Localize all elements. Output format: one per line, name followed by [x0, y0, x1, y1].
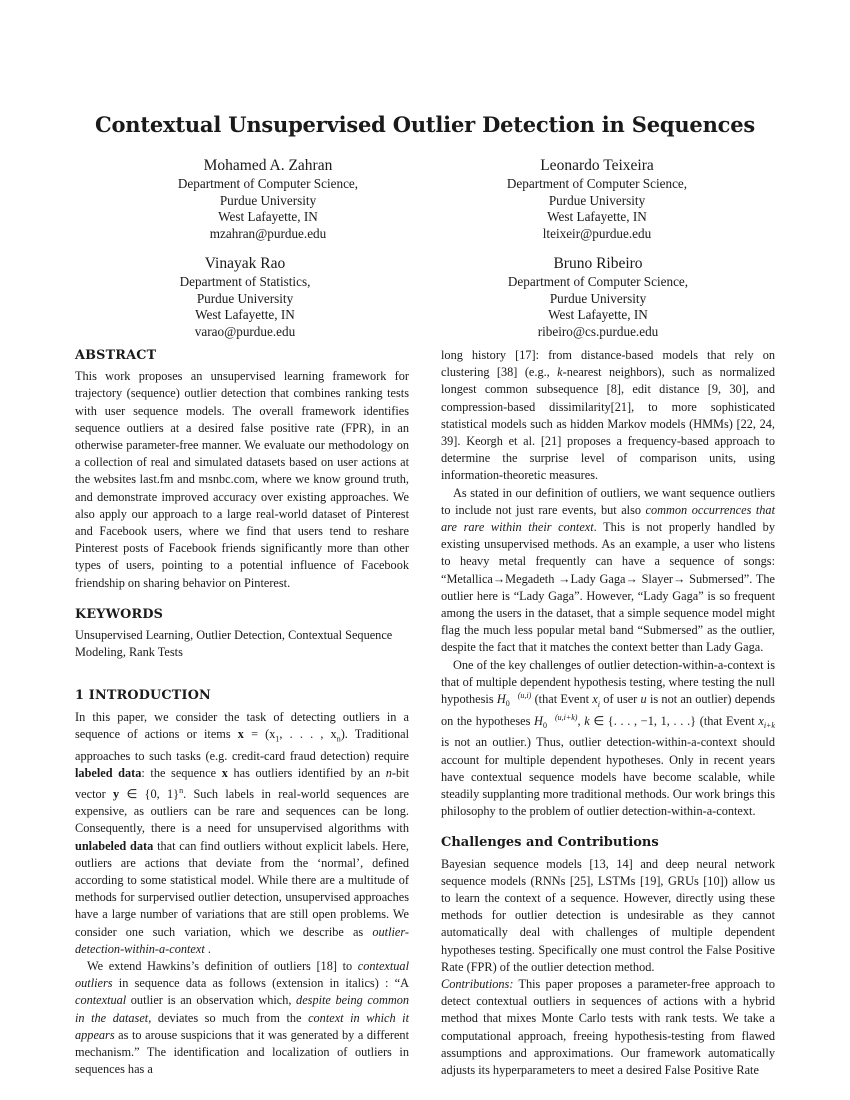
- author-dept: Department of Computer Science,: [507, 274, 689, 289]
- introduction-heading: 1 INTRODUCTION: [75, 688, 211, 704]
- author-univ: Purdue University: [196, 290, 294, 306]
- keywords-text: Unsupervised Learning, Outlier Detection, Contextual Sequence Modeling, Rank Tests: [75, 628, 393, 660]
- abstract-text: This work proposes an unsupervised learning framework for trajectory (sequence) outlier detection that combines ranking tests with user sequence models. The overall framework identifies sequence outliers at a desired false positive rate (FPR), in an otherwise parameter-free manner. We evaluate our methodology on a collection of real and simulated datasets based on user actions at the websites last.fm and msnbc.com, where we know ground truth, and demonstrate improved accuracy over existing approaches. We also apply our approach to a large real-world dataset of Pinterest and Facebook users, where we find that users tend to reshare Pinterest posts of Facebook friends significantly more than other types of users, pointing to a potential influence of Facebook friendship on sharing behavior on Pinterest.: [75, 369, 409, 590]
- right-column: [441, 347, 775, 1079]
- author-email: lteixeir@purdue.edu: [542, 225, 652, 241]
- author-city: West Lafayette, IN: [547, 209, 647, 225]
- author-univ: Purdue University: [548, 192, 646, 208]
- intro-paragraph-1: In this paper, we consider the task of detecting outliers in a sequence of actions or items $x = (x_1$, . . . , $x_n$). Traditional approaches to such tasks (e.g. credit-card fraud detection) require labeled data: the sequence x has outliers identified by an n-bit vector y ∈ {0, 1}$^n$. Such labels in real-world sequences are expensive, as outliers can be rare and sequences can be long. Consequently, there is a need for unsupervised algorithms with unlabeled data that can find outliers without explicit labels. Here, outliers are actions that deviate from the ‘normal’, defined according to some statistical model. While there are a multitude of methods for surpervised outlier detection, unsupervised approaches have a large number of variations that are still open problems. We consider one such variation, which we describe as outlier-detection-within-a-context .: [75, 709, 410, 956]
- author-block-4: [418, 253, 778, 340]
- paper-title: Contextual Unsupervised Outlier Detection in Sequences: [94, 112, 756, 137]
- challenges-paragraph: One of the key challenges of outlier detection-within-a-context is that of multiple dependent hypothesis testing, where testing the null hypothesis H (u,i) 0 (that Event $x_i$ of user u is not an outlier) depends on the hypotheses H (u,i+k) 0 , k ∈ {. . . , −1, 1, . . .} (that Event $x_{i+k}$ is not an outlier.) Thus, outlier detection-within-a-context should account for multiple dependent hypotheses. Only in recent years have contextual sequence models have become scalable, while steadily supplanting more traditional methods. Our work brings this philosophy to the problem of outlier detection-within-a-context.: [441, 657, 776, 819]
- author-name: Mohamed A. Zahran: [203, 157, 333, 174]
- author-block-3: [65, 253, 425, 340]
- author-block-2: [417, 155, 777, 242]
- definition-paragraph: As stated in our definition of outliers, we want sequence outliers to include not just rare events, but also common occurrences that are rare within their context. This is not properly handled by existing unsupervised methods. As an example, a user who listens to heavy metal frequently can have a sequence of songs: “Metallica→Megadeth →Lady Gaga→ Slayer→ Submersed”. The outlier here is “Lady Gaga”. However, “Lady Gaga” is so frequent among the users in the dataset, that a simple sequence model might flag the much less popular metal band “Submersed” as the outlier, despite the fact that it matches the context better than Lady Gaga.: [441, 485, 776, 655]
- author-email: varao@purdue.edu: [194, 323, 296, 339]
- contributions-text: Contributions: This paper proposes a parameter-free approach to detect contextual outliers in sequences of actions with a hybrid method that mixes Monte Carlo tests with rank tests. We take a computational approach, freeing hypothesis-testing from flawed assumptions and approximations. Our framework automatically adjusts its hyperparameters to meet a desired False Positive Rate: [441, 977, 775, 1078]
- author-univ: Purdue University: [219, 192, 317, 208]
- author-city: West Lafayette, IN: [218, 209, 318, 225]
- challenges-heading: Challenges and Contributions: [441, 835, 659, 851]
- author-name: Bruno Ribeiro: [553, 255, 643, 272]
- author-name: Leonardo Teixeira: [540, 157, 654, 174]
- author-city: West Lafayette, IN: [548, 307, 648, 323]
- author-name: Vinayak Rao: [204, 255, 286, 272]
- author-univ: Purdue University: [549, 290, 647, 306]
- author-dept: Department of Computer Science,: [506, 176, 688, 191]
- author-block-1: [88, 155, 448, 242]
- abstract-heading: ABSTRACT: [75, 348, 157, 363]
- author-email: mzahran@purdue.edu: [209, 225, 327, 241]
- left-column: [75, 347, 409, 1078]
- author-city: West Lafayette, IN: [195, 307, 295, 323]
- challenges-text: Bayesian sequence models [13, 14] and deep neural network sequence models (RNNs [25], LSTMs [19], GRUs [10]) allow us to learn the context of a sequence. However, directly using these methods for outlier detection is undesirable as they cannot automatically deal with challenges of multiple dependent hypotheses testing. Specifically one must control the False Positive Rate (FPR) of the outlier detection method.: [441, 856, 775, 974]
- author-email: ribeiro@cs.purdue.edu: [537, 323, 659, 339]
- author-dept: Department of Computer Science,: [177, 176, 359, 191]
- intro-paragraph-2: We extend Hawkins’s definition of outliers [18] to contextual outliers in sequence data as follows (extension in italics) : “A contextual outlier is an observation which, despite being common in the dataset, deviates so much from the context in which it appears as to arouse suspicions that it was generated by a different mechanism.” The identification and localization of outliers in sequences has a: [75, 959, 409, 1077]
- keywords-heading: KEYWORDS: [75, 606, 164, 622]
- history-paragraph: long history [17]: from distance-based models that rely on clustering [38] (e.g., k-nearest neighbors), such as normalized longest common subsequence [8], edit distance [9, 30], and compression-based dissimilarity[21], to more sophisticated statistical models such as hidden Markov models (HMMs) [22, 24, 39]. Keorgh et al. [21] proposes a frequency-based approach to determine the surprise level of comparison units, using information-theoretic measures.: [441, 348, 775, 483]
- author-dept: Department of Statistics,: [179, 274, 311, 289]
